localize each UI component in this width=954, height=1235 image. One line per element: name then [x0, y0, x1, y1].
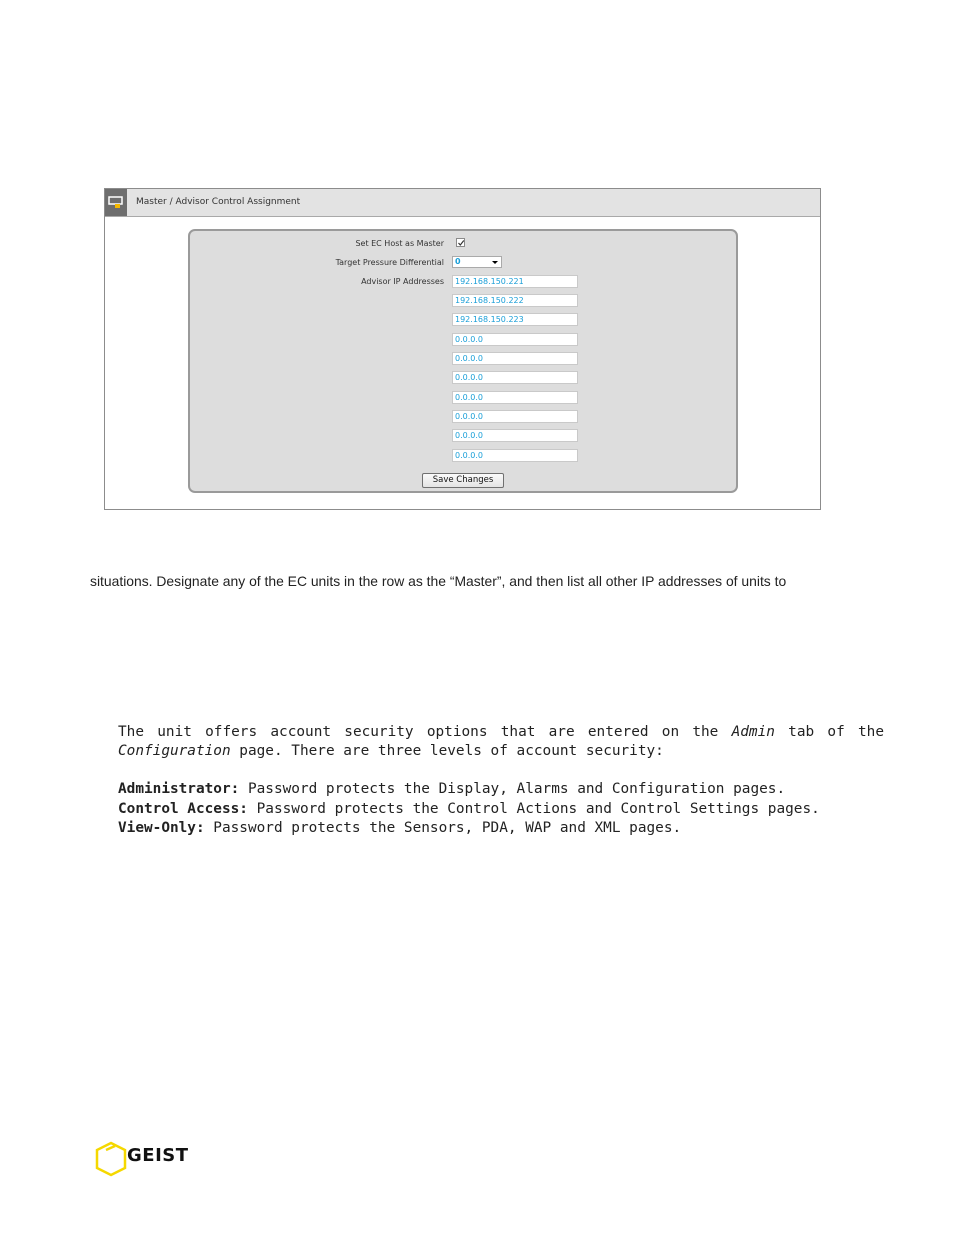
- advisor-ip-input-4[interactable]: [452, 333, 578, 346]
- level-description: Password protects the Sensors, PDA, WAP and XML pages.: [204, 820, 682, 836]
- panel-header-icon: [105, 189, 127, 216]
- advisor-ip-input-2[interactable]: [452, 294, 578, 307]
- advisor-ip-input-9[interactable]: [452, 429, 578, 442]
- panel-header: [105, 189, 820, 217]
- save-changes-button[interactable]: Save Changes: [422, 473, 504, 488]
- security-level-item: [118, 800, 898, 820]
- intro-configuration-term: Configuration: [118, 743, 231, 759]
- advisor-ip-label: Advisor IP Addresses: [361, 277, 444, 286]
- panel-title: Master / Advisor Control Assignment: [136, 197, 301, 207]
- intro-text-3: page. There are three levels of account security:: [230, 743, 664, 759]
- advisor-ip-input-8[interactable]: [452, 410, 578, 423]
- security-levels-list: [118, 780, 898, 839]
- target-pressure-value: 0: [455, 257, 461, 266]
- intro-text-1: The unit offers account security options that are entered on the: [118, 724, 732, 740]
- advisor-ip-input-7[interactable]: [452, 391, 578, 404]
- situations-paragraph: situations. Designate any of the EC units in the row as the “Master”, and then list all other IP addresses of units to: [90, 573, 787, 589]
- advisor-ip-input-10[interactable]: [452, 449, 578, 462]
- checkmark-icon: [457, 239, 465, 247]
- advisor-ip-input-3[interactable]: [452, 313, 578, 326]
- level-term: Control Access:: [118, 800, 248, 817]
- chevron-down-icon: [492, 261, 498, 264]
- geist-logo-text: GEIST: [127, 1145, 189, 1166]
- intro-admin-term: Admin: [731, 724, 775, 740]
- intro-text-2: tab of the: [774, 724, 884, 740]
- set-ec-host-label: Set EC Host as Master: [355, 239, 444, 248]
- advisor-ip-input-5[interactable]: [452, 352, 578, 365]
- level-term: Administrator:: [118, 781, 240, 797]
- security-level-item: [118, 819, 898, 839]
- account-security-intro: [118, 723, 884, 761]
- level-term: View-Only:: [118, 820, 205, 836]
- master-advisor-panel: [104, 188, 821, 510]
- advisor-ip-input-1[interactable]: [452, 275, 578, 288]
- target-pressure-select[interactable]: [452, 256, 502, 268]
- geist-logo-icon: [94, 1141, 128, 1177]
- level-description: Password protects the Display, Alarms and Configuration pages.: [239, 781, 786, 797]
- assignment-form: [188, 229, 738, 493]
- level-description: Password protects the Control Actions and Control Settings pages.: [247, 800, 820, 817]
- set-ec-host-checkbox[interactable]: [456, 238, 465, 247]
- target-pressure-label: Target Pressure Differential: [335, 258, 444, 267]
- advisor-ip-input-6[interactable]: [452, 371, 578, 384]
- security-level-item: [118, 780, 898, 800]
